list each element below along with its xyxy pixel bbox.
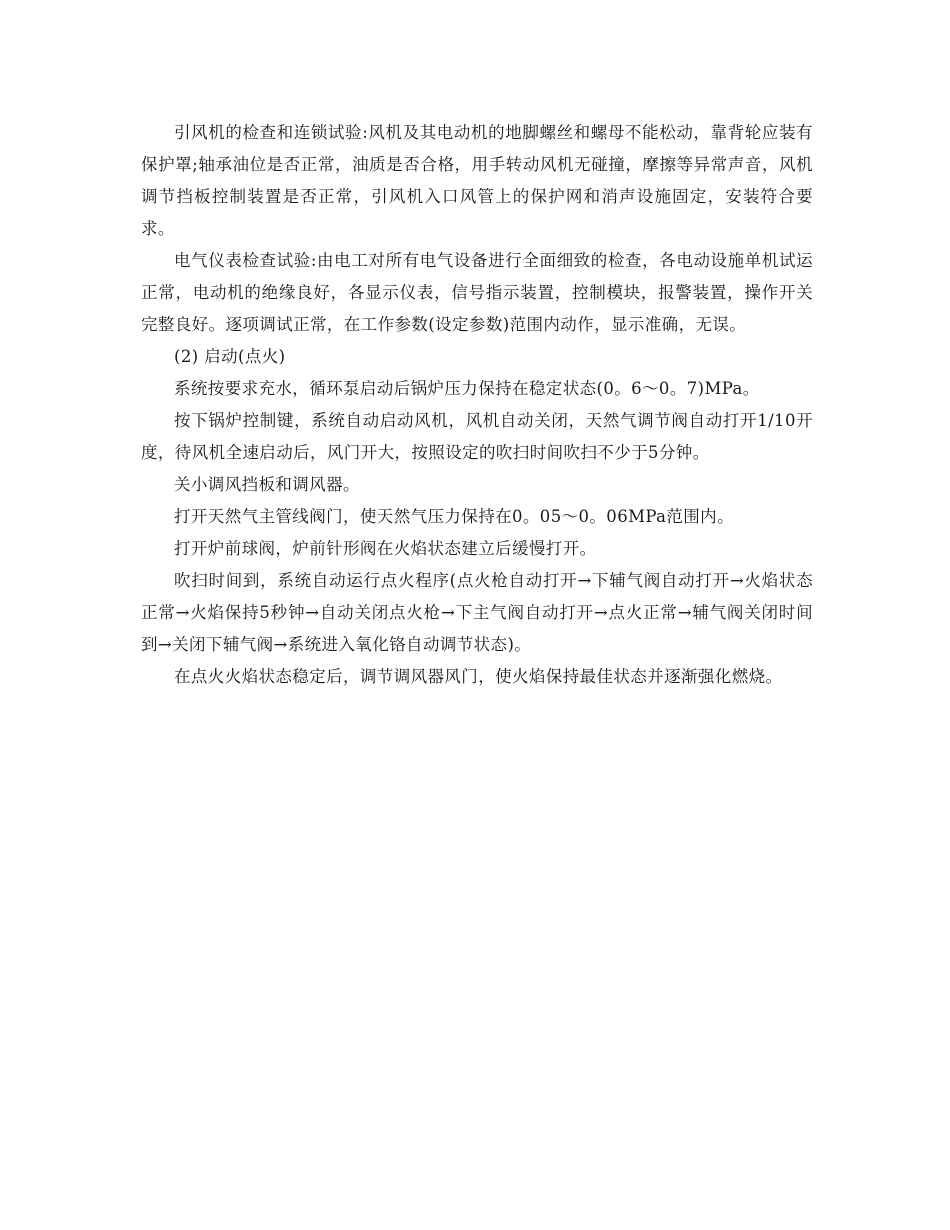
paragraph-water-fill: 系统按要求充水，循环泵启动后锅炉压力保持在稳定状态(0。6～0。7)MPa。	[174, 379, 760, 398]
paragraph-control-key: 按下锅炉控制键，系统自动启动风机，风机自动关闭，天然气调节阀自动打开1/10开度，待风机全速启动后，风门开大，按照设定的吹扫时间吹扫不少于5分钟。	[141, 411, 813, 462]
paragraph-gas-valve: 打开天然气主管线阀门，使天然气压力保持在0。05～0。06MPa范围内。	[174, 507, 734, 526]
paragraph-fan-inspection: 引风机的检查和连锁试验:风机及其电动机的地脚螺丝和螺母不能松动，靠背轮应装有保护罩;轴承油位是否正常，油质是否合格，用手转动风机无碰撞，摩擦等异常声音，风机调节挡板控制装置是否正常，引风机入口风管上的保护网和消声设施固定，安装符合要求。	[141, 123, 813, 238]
paragraph-ignition-sequence: 吹扫时间到，系统自动运行点火程序(点火枪自动打开→下辅气阀自动打开→火焰状态正常→火焰保持5秒钟→自动关闭点火枪→下主气阀自动打开→点火正常→辅气阀关闭时间到→关闭下辅气阀→系统进入氧化铬自动调节状态)。	[141, 571, 813, 654]
paragraph-ball-valve: 打开炉前球阀，炉前针形阀在火焰状态建立后缓慢打开。	[174, 539, 597, 558]
document-body	[141, 117, 813, 693]
section-heading-startup: (2) 启动(点火)	[174, 347, 286, 366]
paragraph-electrical-inspection: 电气仪表检查试验:由电工对所有电气设备进行全面细致的检查，各电动设施单机试运正常，电动机的绝缘良好，各显示仪表，信号指示装置，控制模块，报警装置，操作开关完整良好。逐项调试正常，在工作参数(设定参数)范围内动作，显示准确，无误。	[141, 251, 813, 334]
paragraph-damper: 关小调风挡板和调风器。	[174, 475, 360, 494]
paragraph-flame-adjust: 在点火火焰状态稳定后，调节调风器风门，使火焰保持最佳状态并逐渐强化燃烧。	[174, 667, 783, 686]
